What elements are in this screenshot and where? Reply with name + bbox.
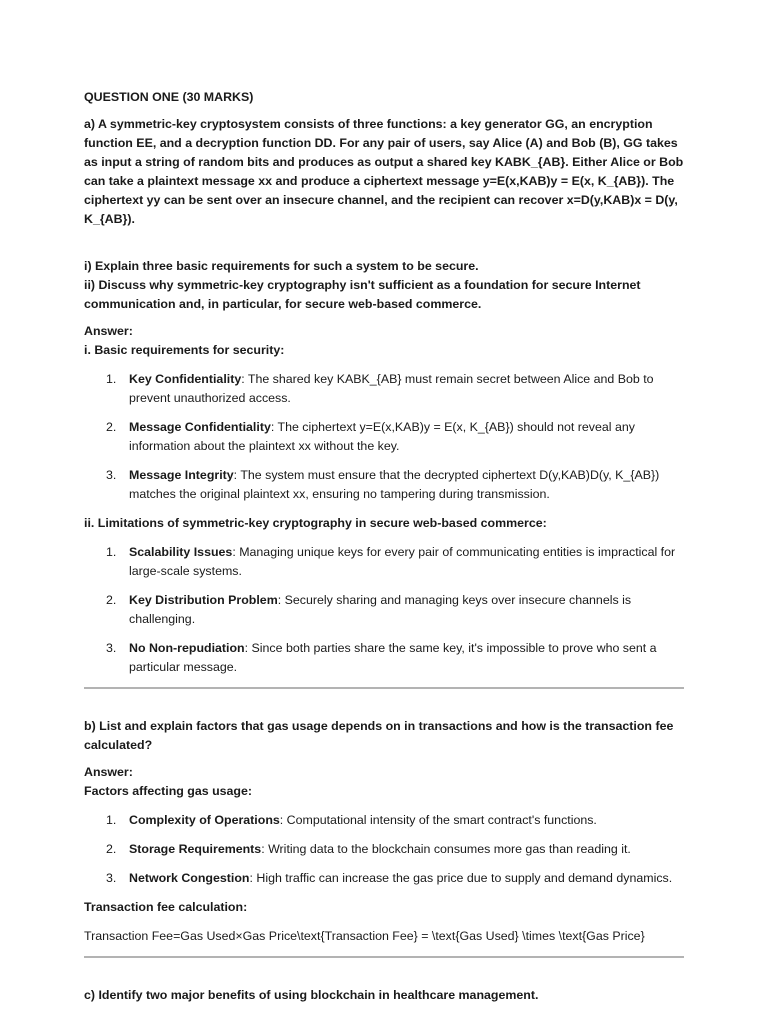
list-number: 3. — [106, 641, 117, 655]
list-item — [84, 591, 688, 629]
list-number: 1. — [106, 813, 117, 827]
list-text: : Computational intensity of the smart contract's functions. — [279, 813, 597, 827]
question-one-heading: QUESTION ONE (30 MARKS) — [84, 90, 254, 104]
fee-formula: Transaction Fee=Gas Used×Gas Price\text{Transaction Fee} = \text{Gas Used} \times \text{Gas Price} — [84, 929, 645, 943]
list-term: Key Distribution Problem — [129, 593, 278, 607]
answer-label: Answer: — [84, 765, 133, 779]
document-content — [84, 88, 688, 1005]
list-item — [84, 543, 688, 581]
list-text: : Securely sharing and managing keys over insecure channels is challenging. — [129, 593, 632, 626]
list-text: : Since both parties share the same key, it's impossible to prove who sent a particular message. — [129, 641, 657, 674]
list-item — [84, 811, 688, 830]
list-item — [84, 639, 688, 677]
list-term: Message Integrity — [129, 468, 234, 482]
security-requirements-list — [84, 370, 688, 504]
list-number: 2. — [106, 593, 117, 607]
list-text: : Writing data to the blockchain consumes more gas than reading it. — [261, 842, 631, 856]
list-term: Key Confidentiality — [129, 372, 242, 386]
list-number: 1. — [106, 372, 117, 386]
list-item — [84, 869, 688, 888]
section-i-heading: i. Basic requirements for security: — [84, 343, 285, 357]
list-text: : High traffic can increase the gas price due to supply and demand dynamics. — [249, 871, 673, 885]
task-ii: ii) Discuss why symmetric-key cryptography isn't sufficient as a foundation for secure Internet communication and, in particular, for secure web-based commerce. — [84, 278, 641, 311]
list-text: : The ciphertext y=E(x,KAB)y = E(x, K_{AB}) should not reveal any information about the plaintext xx without the key. — [129, 420, 635, 453]
list-item — [84, 466, 688, 504]
section-divider — [84, 956, 684, 958]
list-term: Message Confidentiality — [129, 420, 271, 434]
list-number: 3. — [106, 871, 117, 885]
factors-heading: Factors affecting gas usage: — [84, 784, 253, 798]
list-number: 2. — [106, 420, 117, 434]
answer-label: Answer: — [84, 324, 133, 338]
list-term: No Non-repudiation — [129, 641, 245, 655]
list-text: : The shared key KABK_{AB} must remain secret between Alice and Bob to prevent unauthorized access. — [129, 372, 654, 405]
section-divider — [84, 687, 684, 689]
list-term: Scalability Issues — [129, 545, 233, 559]
section-ii-heading: ii. Limitations of symmetric-key cryptography in secure web-based commerce: — [84, 516, 547, 530]
list-term: Storage Requirements — [129, 842, 262, 856]
question-a-intro: a) A symmetric-key cryptosystem consists of three functions: a key generator GG, an encryption function EE, and a decryption function DD. For any pair of users, say Alice (A) and Bob (B), GG takes as input a string of random bits and produces as output a shared key KABK_{AB}. Either Alice or Bob can take a plaintext message xx and produce a ciphertext message y=E(x,KAB)y = E(x, K_{AB}). The ciphertext yy can be sent over an insecure channel, and the recipient can recover x=D(y,KAB)x = D(y, K_{AB}). — [84, 117, 684, 226]
list-text: : The system must ensure that the decrypted ciphertext D(y,KAB)D(y, K_{AB}) matches the original plaintext xx, ensuring no tampering during transmission. — [129, 468, 660, 501]
question-b: b) List and explain factors that gas usage depends on in transactions and how is the transaction fee calculated? — [84, 719, 674, 752]
list-item — [84, 418, 688, 456]
list-number: 3. — [106, 468, 117, 482]
list-number: 2. — [106, 842, 117, 856]
limitations-list — [84, 543, 688, 677]
list-item — [84, 840, 688, 859]
list-text: : Managing unique keys for every pair of communicating entities is impractical for large-scale systems. — [129, 545, 676, 578]
gas-factors-list — [84, 811, 688, 888]
fee-heading: Transaction fee calculation: — [84, 900, 248, 914]
list-item — [84, 370, 688, 408]
list-term: Network Congestion — [129, 871, 250, 885]
question-c: c) Identify two major benefits of using blockchain in healthcare management. — [84, 988, 539, 1002]
list-term: Complexity of Operations — [129, 813, 280, 827]
task-i: i) Explain three basic requirements for such a system to be secure. — [84, 259, 479, 273]
list-number: 1. — [106, 545, 117, 559]
